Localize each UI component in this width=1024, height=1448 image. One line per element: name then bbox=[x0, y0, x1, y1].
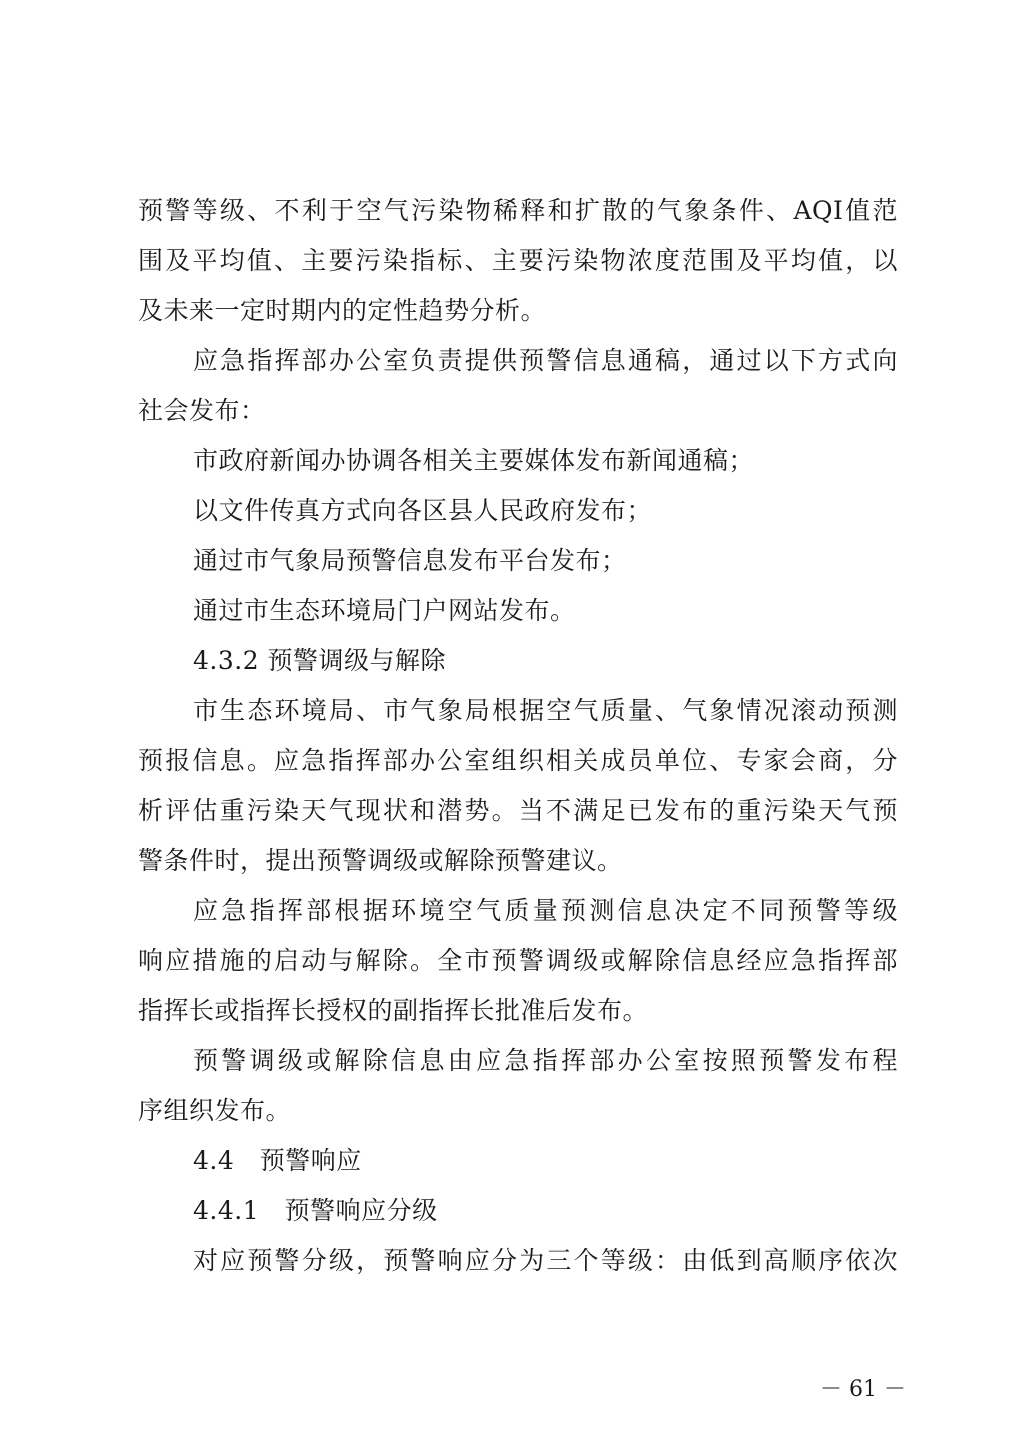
body-text-line: 响应措施的启动与解除。全市预警调级或解除信息经应急指挥部 bbox=[138, 946, 898, 975]
body-text-line: 应急指挥部办公室负责提供预警信息通稿，通过以下方式向 bbox=[193, 346, 898, 375]
list-item-text: 通过市生态环境局门户网站发布。 bbox=[193, 596, 576, 625]
subsection-heading: 4.4.1 预警响应分级 bbox=[193, 1196, 438, 1225]
body-text-line: 预警等级、不利于空气污染物稀释和扩散的气象条件、AQI值范 bbox=[138, 196, 898, 225]
body-text-line: 社会发布： bbox=[138, 396, 266, 425]
body-text-line: 指挥长或指挥长授权的副指挥长批准后发布。 bbox=[138, 996, 649, 1025]
body-text-line: 析评估重污染天气现状和潜势。当不满足已发布的重污染天气预 bbox=[138, 796, 898, 825]
page-number: － 61 － bbox=[820, 1377, 906, 1402]
body-text-line: 对应预警分级，预警响应分为三个等级：由低到高顺序依次 bbox=[193, 1246, 898, 1275]
section-heading: 4.3.2 预警调级与解除 bbox=[193, 646, 447, 675]
body-text-line: 序组织发布。 bbox=[138, 1096, 292, 1125]
body-text-line: 应急指挥部根据环境空气质量预测信息决定不同预警等级 bbox=[193, 896, 898, 925]
body-text-line: 预报信息。应急指挥部办公室组织相关成员单位、专家会商，分 bbox=[138, 746, 898, 775]
list-item-text: 市政府新闻办协调各相关主要媒体发布新闻通稿； bbox=[193, 446, 755, 475]
list-item-text: 通过市气象局预警信息发布平台发布； bbox=[193, 546, 627, 575]
body-text-line: 及未来一定时期内的定性趋势分析。 bbox=[138, 296, 547, 325]
list-item-text: 以文件传真方式向各区县人民政府发布； bbox=[193, 496, 653, 525]
body-text-line: 预警调级或解除信息由应急指挥部办公室按照预警发布程 bbox=[193, 1046, 898, 1075]
body-text-line: 围及平均值、主要污染指标、主要污染物浓度范围及平均值，以 bbox=[138, 246, 898, 275]
body-text-line: 市生态环境局、市气象局根据空气质量、气象情况滚动预测 bbox=[193, 696, 898, 725]
body-text-line: 警条件时，提出预警调级或解除预警建议。 bbox=[138, 846, 623, 875]
section-heading: 4.4 预警响应 bbox=[193, 1146, 362, 1175]
